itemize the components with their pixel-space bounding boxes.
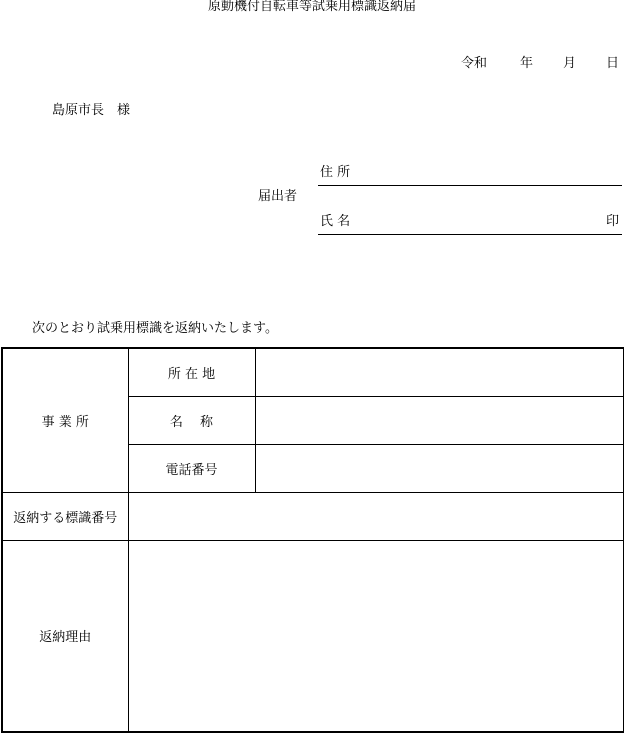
office-name-field[interactable] — [255, 396, 624, 444]
location-label-cell — [128, 348, 255, 396]
office-label: 事 業 所 — [41, 414, 89, 430]
plate-number-label: 返納する標識番号 — [13, 510, 118, 526]
date-day: 日 — [606, 56, 620, 71]
addressee: 島原市長 様 — [52, 103, 131, 118]
office-name-label: 名 称 — [169, 414, 214, 430]
plate-number-label-cell — [2, 492, 128, 540]
applicant-label: 届出者 — [258, 189, 298, 204]
return-form-table — [1, 347, 624, 733]
office-name-label-cell — [128, 396, 255, 444]
plate-number-field[interactable] — [128, 492, 624, 540]
phone-field[interactable] — [255, 444, 624, 492]
date-year: 年 — [520, 56, 534, 71]
reason-field[interactable] — [128, 540, 624, 732]
seal-mark: 印 — [606, 214, 620, 229]
date-month: 月 — [563, 56, 577, 71]
name-label: 氏 名 — [320, 214, 351, 229]
location-field[interactable] — [255, 348, 624, 396]
phone-label: 電話番号 — [165, 462, 218, 478]
intro-text: 次のとおり試乗用標識を返納いたします。 — [32, 321, 278, 336]
location-label: 所 在 地 — [167, 366, 216, 382]
date-era: 令和 — [461, 56, 488, 71]
address-label: 住 所 — [320, 165, 351, 180]
reason-label: 返納理由 — [39, 630, 92, 646]
address-line[interactable] — [318, 185, 622, 186]
document-title: 原動機付自転車等試乗用標識返納届 — [207, 0, 416, 14]
phone-label-cell — [128, 444, 255, 492]
name-line[interactable] — [318, 234, 622, 235]
office-label-cell — [2, 348, 128, 492]
reason-label-cell — [2, 540, 128, 732]
